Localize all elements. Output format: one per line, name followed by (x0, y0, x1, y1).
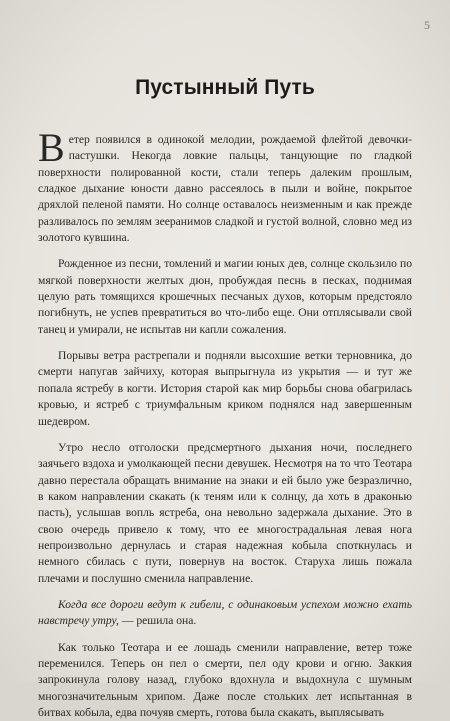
paragraph-3: Порывы ветра растрепали и подняли высохшие ветки терновника, до смерти напугав зайчиху, которая выпрыгнула из укрытия — и тут же попала ястребу в когти. История старой как мир борьбы снова обагрилась кровью, и ястреб с триумфальным криком поднялся над завершенным шедевром. (38, 349, 412, 428)
chapter-body (38, 125, 412, 721)
paragraph-1 (38, 125, 412, 246)
paragraph-5-text: — решила она. (118, 614, 197, 628)
chapter-title: Пустынный Путь (135, 76, 315, 99)
paragraph-5 (38, 597, 412, 630)
paragraph-4: Утро несло отголоски предсмертного дыхания ночи, последнего заячьего вздоха и умолкающей песни девушек. Несмотря на то что Теотара давно перестала обращать внимание на знаки и ей было уже безразлично, в каком направлении скакать (к теням или к солнцу, да хоть в драконью пасть), услышав вопль ястреба, она невольно задержала дыхание. Это в свою очередь привело к тому, что ее многострадальная левая нога непроизвольно дернулась и старая надежная кобыла споткнулась и немного сбилась с пути, повернув на восток. Старуха лишь пожала плечами и послушно сменила направление. (38, 440, 412, 585)
drop-cap: В (38, 125, 65, 170)
paragraph-1-text: етер появился в одинокой мелодии, рождаемой флейтой девочки-пастушки. Некогда ловкие пальцы, танцующие по гладкой поверхности полированной кости, стали теперь далеким прошлым, сладкое дыхание юности давно рассеялось в пыли и войне, покрытое дряхлой пеленой памяти. Но солнце оставалось неизменным и как прежде разливалось по землям зееранимов сладкой и густой волной, словно мед из золотого кувшина. (38, 133, 412, 245)
page-number: 5 (424, 18, 430, 32)
paragraph-2: Рожденное из песни, томлений и магии юных дев, солнце скользило по мягкой поверхности желтых дюн, пробуждая песнь в песках, поднимая целую рать томящихся крошечных песчаных духов, которым предстояло погибнуть, не успев превратиться во что-либо еще. Они отплясывали свой танец и умирали, не испытав ни капли сожаления. (38, 257, 412, 336)
paragraph-5-italic: Когда все дороги ведут к гибели, с одинаковым успехом можно ехать навстречу утру, (38, 597, 412, 628)
paragraph-6: Как только Теотара и ее лошадь сменили направление, ветер тоже переменился. Теперь он пел о смерти, пел оду крови и огню. Заккия запрокинула голову назад, глубоко вдохнула и выдохнула с шумным многозначительным хрипом. Даже после стольких лет испытанная в битвах кобыла, едва почуяв смерть, готова была скакать, выплясывать (38, 640, 412, 719)
